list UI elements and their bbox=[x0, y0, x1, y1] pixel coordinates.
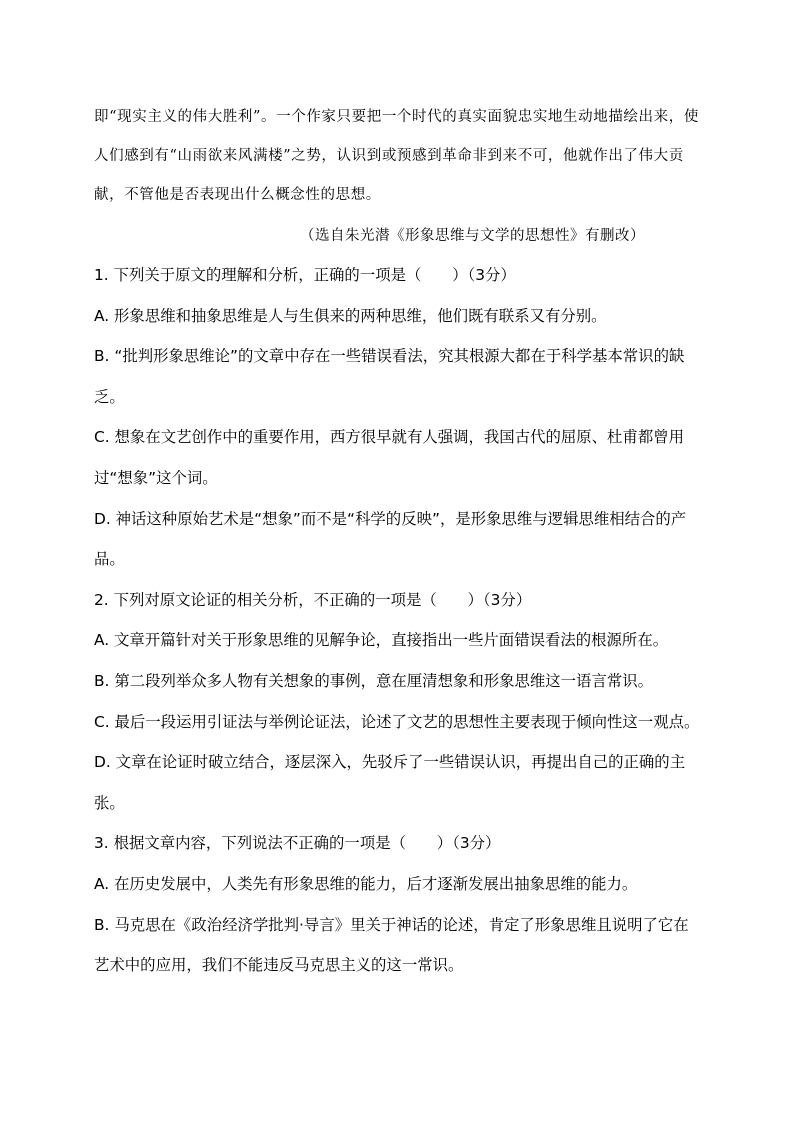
question-1-option-b: B. “批判形象思维论”的文章中存在一些错误看法，究其根源大都在于科学基本常识的缺乏。 bbox=[94, 347, 685, 406]
question-2-option-b: B. 第二段列举众多人物有关想象的事例，意在厘清想象和形象思维这一语言常识。 bbox=[94, 671, 654, 690]
question-3-option-b: B. 马克思在《政治经济学批判·导言》里关于神话的论述，肯定了形象思维且说明了它在艺术中的应用，我们不能违反马克思主义的这一常识。 bbox=[94, 915, 689, 975]
question-1-option-c: C. 想象在文艺创作中的重要作用，西方很早就有人强调，我国古代的屈原、杜甫都曾用过“想象”这个词。 bbox=[94, 428, 684, 487]
question-list bbox=[94, 255, 704, 986]
question-3-option-a: A. 在历史发展中，人类先有形象思维的能力，后才逐渐发展出抽象思维的能力。 bbox=[94, 874, 638, 893]
question-2-option-d: D. 文章在论证时破立结合，逐层深入，先驳斥了一些错误认识，再提出自己的正确的主张。 bbox=[94, 753, 686, 812]
passage-text bbox=[94, 98, 700, 215]
question-2-option-a: A. 文章开篇针对关于形象思维的见解争论，直接指出一些片面错误看法的根源所在。 bbox=[94, 631, 669, 650]
question-2-stem: 2. 下列对原文论证的相关分析，不正确的一项是（ ）（3分） bbox=[94, 590, 532, 609]
question-1-option-a: A. 形象思维和抽象思维是人与生俱来的两种思维，他们既有联系又有分别。 bbox=[94, 306, 607, 325]
question-3-stem: 3. 根据文章内容，下列说法不正确的一项是（ ）（3分） bbox=[94, 834, 501, 853]
question-1-stem: 1. 下列关于原文的理解和分析，正确的一项是（ ）（3分） bbox=[94, 266, 516, 284]
passage-source: （选自朱光潜《形象思维与文学的思想性》有删改） bbox=[300, 228, 645, 244]
question-1-option-d: D. 神话这种原始艺术是“想象”而不是“科学的反映”，是形象思维与逻辑思维相结合的产品。 bbox=[94, 509, 687, 569]
question-2-option-c: C. 最后一段运用引证法与举例论证法，论述了文艺的思想性主要表现于倾向性这一观点。 bbox=[94, 712, 700, 731]
passage-paragraph: 即“现实主义的伟大胜利”。一个作家只要把一个时代的真实面貌忠实地生动地描绘出来，使人们感到有“山雨欲来风满楼”之势，认识到或预感到革命非到来不可，他就作出了伟大贡献，不管他是否表现出什么概念性的思想。 bbox=[94, 109, 699, 203]
